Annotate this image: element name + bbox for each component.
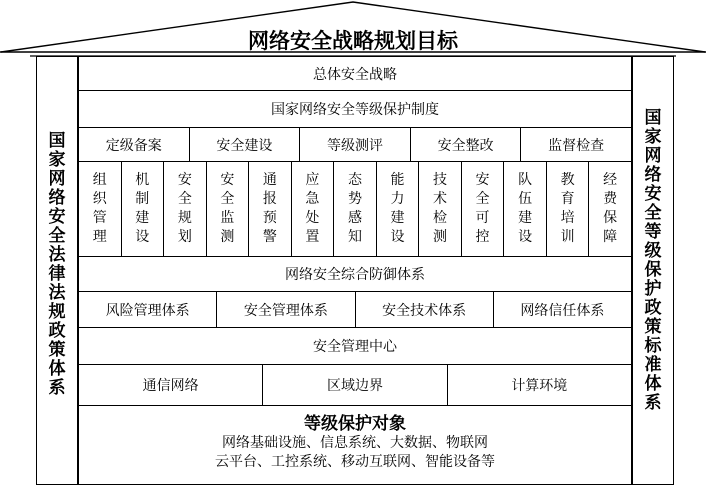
infra-3: 计算环境 bbox=[511, 378, 568, 394]
measure-label: 教 育 培 训 bbox=[560, 172, 575, 245]
protection-objects-heading: 等级保护对象 bbox=[304, 414, 406, 434]
row-defense bbox=[78, 256, 632, 292]
systems-2: 安全管理体系 bbox=[217, 292, 355, 327]
measure-label: 组 织 管 理 bbox=[92, 172, 107, 245]
row-protection-system bbox=[78, 90, 632, 128]
diagram-title: 网络安全战略规划目标 bbox=[248, 29, 458, 53]
measure-label: 态 势 感 知 bbox=[347, 172, 362, 245]
measure-label: 经 费 保 障 bbox=[603, 172, 618, 245]
measure-label: 安 全 可 控 bbox=[475, 172, 490, 245]
defense-system: 网络安全综合防御体系 bbox=[285, 267, 425, 283]
left-pillar bbox=[36, 56, 78, 485]
tasks-5: 监督检查 bbox=[548, 137, 605, 154]
systems-1: 风险管理体系 bbox=[79, 292, 217, 327]
measure-label: 安 全 规 划 bbox=[177, 172, 192, 245]
protection-objects-line-1: 网络基础设施、信息系统、大数据、物联网 bbox=[222, 435, 488, 451]
measure-2 bbox=[122, 162, 165, 256]
row-overall-strategy bbox=[78, 56, 632, 91]
left-pillar-text: 国 家 网 络 安 全 法 律 法 规 政 策 体 系 bbox=[48, 131, 66, 398]
row-infra bbox=[78, 364, 632, 406]
protection-system: 国家网络安全等级保护制度 bbox=[271, 102, 439, 118]
row-center bbox=[78, 327, 632, 365]
security-management-center: 安全管理中心 bbox=[313, 339, 397, 355]
infra-2: 区域边界 bbox=[263, 365, 447, 405]
measure-label: 安 全 监 测 bbox=[220, 172, 235, 245]
measure-5 bbox=[249, 162, 292, 256]
systems-4: 网络信任体系 bbox=[520, 302, 605, 319]
right-pillar-text: 国 家 网 络 安 全 等 级 保 护 政 策 标 准 体 系 bbox=[644, 108, 662, 413]
row-tasks bbox=[78, 127, 632, 162]
measure-label: 机 制 建 设 bbox=[135, 172, 150, 245]
measure-label: 通 报 预 警 bbox=[262, 172, 277, 245]
measure-7 bbox=[334, 162, 377, 256]
measure-13 bbox=[589, 162, 631, 256]
measure-label: 应 急 处 置 bbox=[305, 172, 320, 245]
measure-label: 能 力 建 设 bbox=[390, 172, 405, 245]
infra-1: 通信网络 bbox=[79, 365, 263, 405]
protection-objects bbox=[78, 405, 632, 485]
overall-strategy: 总体安全战略 bbox=[313, 66, 397, 83]
measure-9 bbox=[419, 162, 462, 256]
protection-objects-line-2: 云平台、工控系统、移动互联网、智能设备等 bbox=[215, 454, 495, 470]
row-measures bbox=[78, 161, 632, 257]
measure-label: 技 术 检 测 bbox=[433, 172, 448, 245]
tasks-2: 安全建设 bbox=[190, 128, 301, 161]
measure-6 bbox=[292, 162, 335, 256]
measure-12 bbox=[547, 162, 590, 256]
tasks-4: 安全整改 bbox=[411, 128, 522, 161]
measure-8 bbox=[377, 162, 420, 256]
measure-4 bbox=[207, 162, 250, 256]
framework-body bbox=[78, 56, 632, 485]
row-systems bbox=[78, 291, 632, 328]
measure-1 bbox=[79, 162, 122, 256]
tasks-1: 定级备案 bbox=[79, 128, 190, 161]
measure-11 bbox=[504, 162, 547, 256]
right-pillar bbox=[632, 56, 674, 485]
tasks-3: 等级测评 bbox=[300, 128, 411, 161]
systems-3: 安全技术体系 bbox=[356, 292, 494, 327]
measure-label: 队 伍 建 设 bbox=[518, 172, 533, 245]
measure-10 bbox=[462, 162, 505, 256]
measure-3 bbox=[164, 162, 207, 256]
